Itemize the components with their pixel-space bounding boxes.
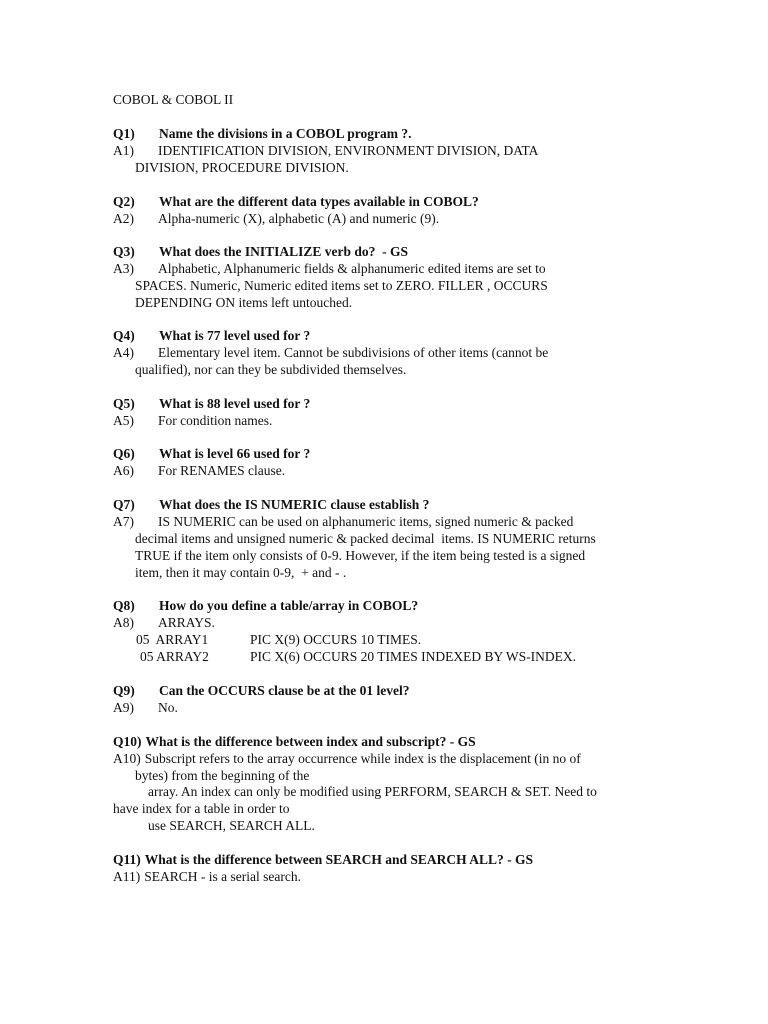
question-9 — [113, 682, 409, 699]
answer-line: use SEARCH, SEARCH ALL. — [148, 818, 315, 833]
answer-line: IS NUMERIC can be used on alphanumeric items, signed numeric & packed — [158, 514, 574, 529]
question-6 — [113, 445, 310, 462]
code-clause: PIC X(6) OCCURS 20 TIMES INDEXED BY WS-INDEX. — [250, 649, 577, 664]
answer-3 — [113, 260, 546, 277]
code-line — [136, 631, 422, 648]
answer-label: A4) — [113, 345, 134, 360]
question-11 — [113, 851, 533, 868]
answer-line: IDENTIFICATION DIVISION, ENVIRONMENT DIVISION, DATA — [158, 143, 539, 158]
answer-5 — [113, 412, 272, 429]
question-label: Q7) — [113, 497, 135, 512]
question-text: Name the divisions in a COBOL program ?. — [159, 126, 412, 141]
answer-line: array. An index can only be modified using PERFORM, SEARCH & SET. Need to — [148, 784, 597, 799]
answer-line: Elementary level item. Cannot be subdivisions of other items (cannot be — [158, 345, 549, 360]
answer-line: qualified), nor can they be subdivided themselves. — [135, 362, 407, 377]
answer-label: A10) — [113, 751, 141, 766]
answer-line: bytes) from the beginning of the — [135, 768, 310, 783]
question-text: What is 88 level used for ? — [159, 396, 311, 411]
question-text: Can the OCCURS clause be at the 01 level? — [159, 683, 410, 698]
answer-line: DEPENDING ON items left untouched. — [135, 295, 353, 310]
answer-11 — [113, 868, 301, 885]
code-level-name: 05 ARRAY2 — [140, 649, 209, 664]
answer-line: Subscript refers to the array occurrence while index is the displacement (in no of — [144, 751, 581, 766]
answer-line: SEARCH - is a serial search. — [144, 869, 301, 884]
question-8 — [113, 597, 418, 614]
answer-9 — [113, 699, 178, 716]
answer-line: No. — [158, 700, 178, 715]
question-label: Q10) — [113, 734, 142, 749]
question-2 — [113, 193, 479, 210]
question-label: Q3) — [113, 244, 135, 259]
answer-2 — [113, 210, 439, 227]
question-5 — [113, 395, 310, 412]
question-text: What are the different data types available in COBOL? — [159, 194, 479, 209]
code-line — [140, 648, 577, 665]
question-10 — [113, 733, 476, 750]
question-label: Q1) — [113, 126, 135, 141]
answer-label: A6) — [113, 463, 134, 478]
answer-line: ARRAYS. — [158, 615, 215, 630]
question-label: Q2) — [113, 194, 135, 209]
code-level-name: 05 ARRAY1 — [136, 632, 209, 647]
answer-line: TRUE if the item only consists of 0-9. However, if the item being tested is a signed — [135, 548, 586, 563]
answer-line: For RENAMES clause. — [158, 463, 286, 478]
question-label: Q6) — [113, 446, 135, 461]
answer-8 — [113, 614, 215, 631]
question-text: What is the difference between index and subscript? - GS — [145, 734, 476, 749]
question-text: What is the difference between SEARCH and SEARCH ALL? - GS — [144, 852, 534, 867]
answer-line: have index for a table in order to — [113, 801, 290, 816]
answer-label: A5) — [113, 413, 134, 428]
question-7 — [113, 496, 429, 513]
question-label: Q4) — [113, 328, 135, 343]
question-label: Q9) — [113, 683, 135, 698]
answer-4 — [113, 344, 548, 361]
question-3 — [113, 243, 408, 260]
answer-6 — [113, 462, 285, 479]
code-clause: PIC X(9) OCCURS 10 TIMES. — [250, 632, 422, 647]
answer-label: A9) — [113, 700, 134, 715]
answer-10 — [113, 750, 581, 767]
answer-1 — [113, 142, 538, 159]
answer-label: A2) — [113, 211, 134, 226]
question-text: What does the IS NUMERIC clause establish ? — [159, 497, 430, 512]
answer-label: A8) — [113, 615, 134, 630]
answer-line: Alphabetic, Alphanumeric fields & alphanumeric edited items are set to — [158, 261, 546, 276]
answer-label: A1) — [113, 143, 134, 158]
question-label: Q5) — [113, 396, 135, 411]
question-text: How do you define a table/array in COBOL? — [159, 598, 419, 613]
question-label: Q8) — [113, 598, 135, 613]
question-4 — [113, 327, 310, 344]
answer-line: Alpha-numeric (X), alphabetic (A) and numeric (9). — [158, 211, 440, 226]
question-1 — [113, 125, 412, 142]
answer-line: decimal items and unsigned numeric & packed decimal items. IS NUMERIC returns — [135, 531, 596, 546]
answer-line: DIVISION, PROCEDURE DIVISION. — [135, 160, 349, 175]
question-text: What is 77 level used for ? — [159, 328, 311, 343]
answer-line: item, then it may contain 0-9, + and - . — [135, 565, 347, 580]
question-text: What is level 66 used for ? — [159, 446, 311, 461]
answer-line: For condition names. — [158, 413, 273, 428]
answer-7 — [113, 513, 573, 530]
answer-label: A3) — [113, 261, 134, 276]
answer-label: A7) — [113, 514, 134, 529]
answer-label: A11) — [113, 869, 141, 884]
question-label: Q11) — [113, 852, 141, 867]
document-title: COBOL & COBOL II — [113, 92, 234, 107]
answer-line: SPACES. Numeric, Numeric edited items set to ZERO. FILLER , OCCURS — [135, 278, 548, 293]
question-text: What does the INITIALIZE verb do? - GS — [159, 244, 409, 259]
